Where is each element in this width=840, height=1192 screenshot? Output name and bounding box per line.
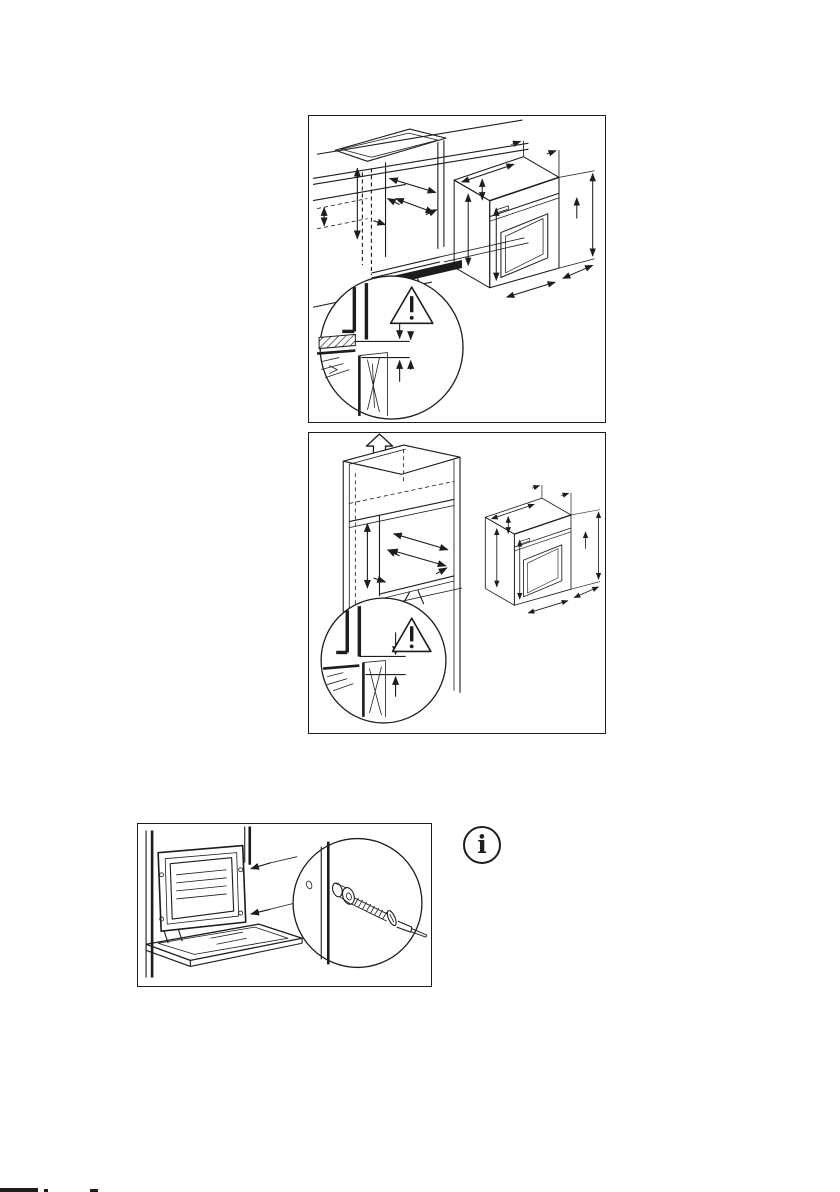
figure-under-worktop-diagram bbox=[308, 115, 606, 423]
magnifier-circle bbox=[293, 839, 427, 968]
info-icon-glyph: i bbox=[477, 829, 487, 859]
oven-front-frame bbox=[158, 846, 246, 932]
info-icon bbox=[463, 826, 501, 864]
hob-cutout bbox=[335, 129, 446, 161]
worktop-hatch-section bbox=[319, 334, 355, 348]
magnifier-circle bbox=[317, 276, 463, 419]
fixing-point-arrows bbox=[251, 857, 297, 914]
oven-3d bbox=[485, 485, 600, 613]
niche-dimension-arrows bbox=[317, 168, 437, 238]
figure-screw-fixing-diagram bbox=[137, 823, 432, 987]
figure-tall-cabinet-diagram bbox=[308, 432, 606, 734]
oven-3d bbox=[454, 141, 594, 297]
magnifier-circle bbox=[321, 598, 446, 723]
